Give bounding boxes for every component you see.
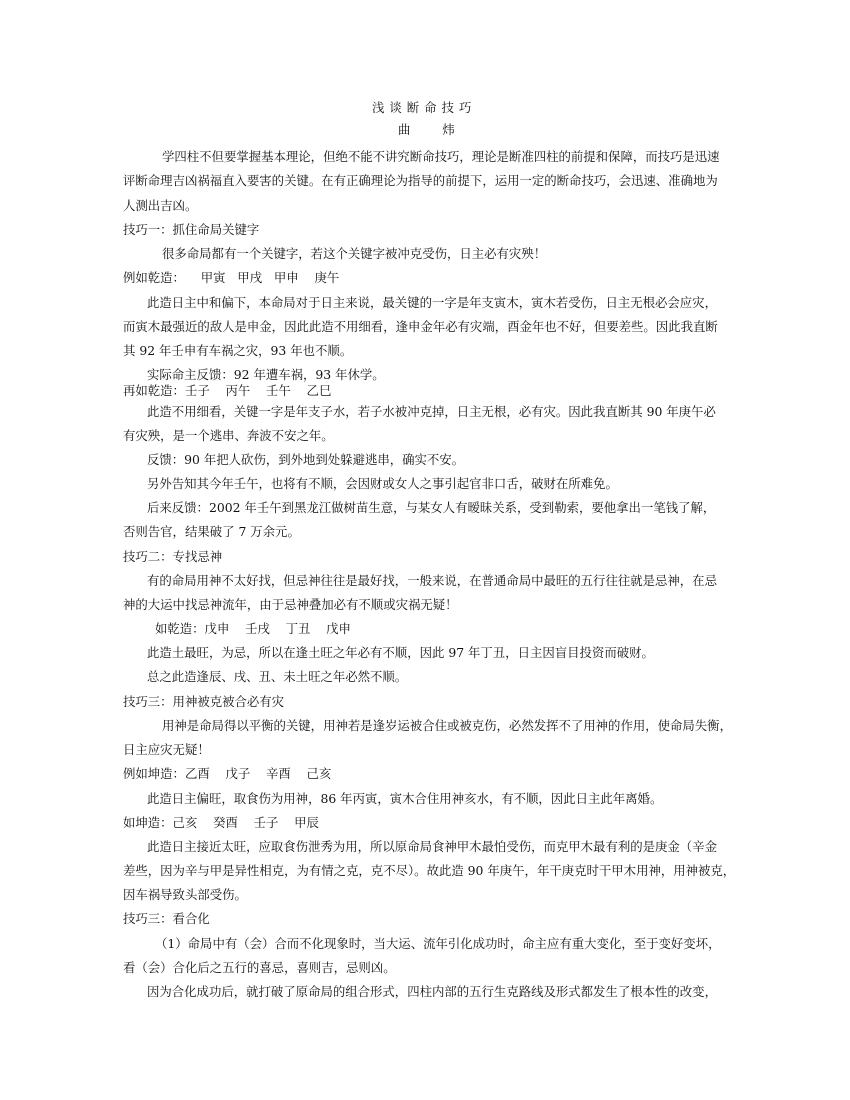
paragraph-line: 此造土最旺，为忌，所以在逢土旺之年必有不顺，因此 97 年丁丑，日主因盲目投资而破财。 xyxy=(147,645,654,660)
paragraph-line: 另外告知其今年壬午，也将有不顺，会因财或女人之事引起官非口舌，破财在所难免。 xyxy=(147,476,618,491)
document-title: 浅谈断命技巧 xyxy=(372,100,477,115)
document-author: 曲 炜 xyxy=(398,122,455,137)
chart-example-line: 例如乾造： 甲寅 甲戌 甲申 庚午 xyxy=(123,270,340,285)
paragraph-line: 此造日主接近太旺，应取食伤泄秀为用，所以原命局食神甲木最怕受伤，而克甲木最有利的是庚金（辛金 xyxy=(147,839,717,854)
paragraph-line: 其 92 年壬申有车祸之灾，93 年也不顺。 xyxy=(123,343,353,358)
paragraph-line: 学四柱不但要掌握基本理论，但绝不能不讲究断命技巧，理论是断准四柱的前提和保障，而技巧是迅速 xyxy=(162,149,720,164)
paragraph-line: 总之此造逢辰、戌、丑、未土旺之年必然不顺。 xyxy=(147,669,408,684)
paragraph-line: 而寅木最强近的敌人是申金，因此此造不用细看，逢申金年必有灾端，酉金年也不好，但要差些。因此我直断 xyxy=(123,319,718,334)
paragraph-line: 因为合化成功后，就打破了原命局的组合形式，四柱内部的五行生克路线及形式都发生了根本性的改变， xyxy=(147,984,717,999)
paragraph-line: 用神是命局得以平衡的关键，用神若是逢岁运被合住或被克伤，必然发挥不了用神的作用，使命局失衡， xyxy=(162,718,732,733)
paragraph-line: 看（会）合化后之五行的喜忌，喜则吉，忌则凶。 xyxy=(123,960,396,975)
paragraph-line: 后来反馈：2002 年壬午到黑龙江做树苗生意，与某女人有暧昧关系，受到勒索，要他拿出一笔钱了解， xyxy=(147,500,716,515)
paragraph-line: 反馈：90 年把人砍伤，到外地到处躲避逃串，确实不安。 xyxy=(147,452,465,467)
paragraph-line: 此造不用细看，关键一字是年支子水，若子水被冲克掉，日主无根，必有灾。因此我直断其 90 年庚午必 xyxy=(147,404,716,419)
paragraph-line: 评断命理吉凶祸福直入要害的关键。在有正确理论为指导的前提下，运用一定的断命技巧，会迅速、准确地为 xyxy=(123,173,718,188)
paragraph-line: 有灾殃，是一个逃串、奔波不安之年。 xyxy=(123,428,334,443)
paragraph-line: 日主应灾无疑！ xyxy=(123,742,210,757)
paragraph-line: 差些，因为辛与甲是异性相克，为有情之克，克不尽）。故此造 90 年庚午，年干庚克时干甲木用神，用神被克， xyxy=(123,863,736,878)
paragraph-line: （1）命局中有（会）合而不化现象时，当大运、流年引化成功时，命主应有重大变化，至于变好变坏， xyxy=(155,936,721,951)
paragraph-line: 因车祸导致头部受伤。 xyxy=(123,887,247,902)
section-heading: 技巧二：专找忌神 xyxy=(123,549,223,564)
chart-example-line: 例如坤造：乙酉 戊子 辛酉 己亥 xyxy=(123,766,332,781)
paragraph-line: 人测出吉凶。 xyxy=(123,198,198,213)
section-heading: 技巧三：看合化 xyxy=(123,911,210,926)
paragraph-line: 有的命局用神不太好找，但忌神往往是最好找，一般来说，在普通命局中最旺的五行往往就是忌神，在忌 xyxy=(147,573,717,588)
section-heading: 技巧一：抓住命局关键字 xyxy=(123,222,260,237)
paragraph-line: 此造日主偏旺，取食伤为用神，86 年丙寅，寅木合住用神亥水，有不顺，因此日主此年离婚。 xyxy=(147,791,663,806)
chart-example-line: 如乾造：戊申 壬戌 丁丑 戊申 xyxy=(155,621,351,636)
chart-example-line: 如坤造：己亥 癸酉 壬子 甲辰 xyxy=(123,815,319,830)
section-heading: 技巧三：用神被克被合必有灾 xyxy=(123,694,285,709)
paragraph-line: 很多命局都有一个关键字，若这个关键字被冲克受伤，日主必有灾殃！ xyxy=(162,246,547,261)
paragraph-line: 否则告官，结果破了 7 万余元。 xyxy=(123,524,300,539)
paragraph-line: 神的大运中找忌神流年，由于忌神叠加必有不顺或灾祸无疑！ xyxy=(123,597,458,612)
paragraph-line: 此造日主中和偏下，本命局对于日主来说，最关键的一字是年支寅木，寅木若受伤，日主无根必会应灾， xyxy=(147,295,717,310)
chart-example-line: 再如乾造：壬子 丙午 壬午 乙巳 xyxy=(123,383,332,398)
paragraph-line: 实际命主反馈：92 年遭车祸，93 年休学。 xyxy=(147,367,385,382)
